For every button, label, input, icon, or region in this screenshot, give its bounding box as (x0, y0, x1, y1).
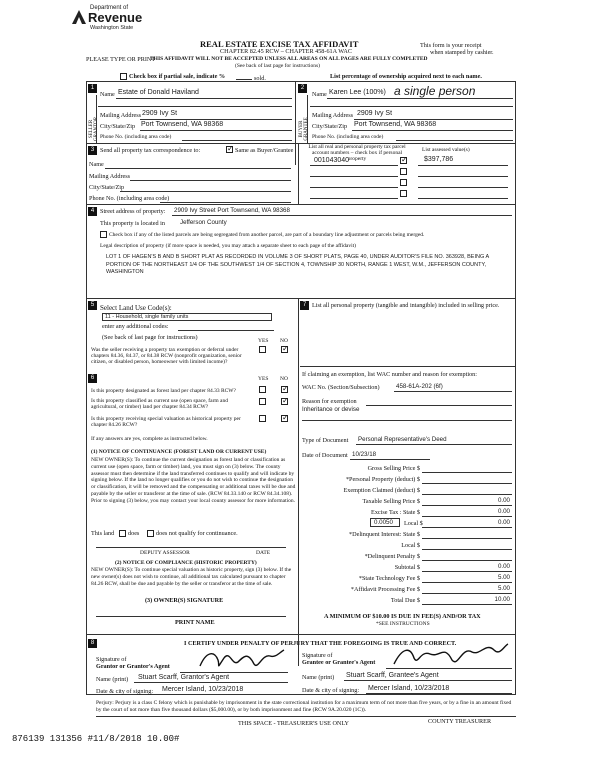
doc-date[interactable]: 10/23/18 (352, 451, 377, 458)
section-5-badge: 5 (88, 301, 97, 310)
taxable-value[interactable]: 0.00 (497, 497, 510, 504)
gross-label: Gross Selling Price $ (367, 465, 420, 472)
seller-mail-label: Mailing Address (100, 112, 142, 119)
same-as-buyer-label: Same as Buyer/Grantee (235, 147, 294, 154)
sec6-q2-no-checkbox[interactable] (281, 398, 288, 405)
local-rate[interactable]: 0.0050 (370, 518, 400, 527)
buyer-mail-label: Mailing Address (312, 112, 354, 119)
reason-label: Reason for exemption (302, 398, 357, 405)
revenue-logo-icon (70, 8, 88, 26)
same-as-buyer-checkbox[interactable] (226, 146, 233, 153)
total-label: Total Due $ (390, 597, 420, 604)
wac-number[interactable]: 458-61A-202 (6f) (396, 383, 443, 390)
sec6-no: NO (280, 376, 288, 382)
additional-codes-label: enter any additional codes: (102, 323, 169, 330)
does-label: does (128, 530, 140, 537)
section-2-badge: 2 (298, 84, 307, 93)
land-does-checkbox[interactable] (119, 530, 126, 537)
see-instructions-note: *SEE INSTRUCTIONS (376, 621, 430, 627)
penalty-label: *Delinquent Penalty $ (364, 553, 420, 560)
grantee-date-label: Date & city of signing: (302, 687, 360, 694)
county-value[interactable]: Jefferson County (180, 219, 227, 226)
affidavit-fee-value[interactable]: 5.00 (497, 585, 510, 592)
buyer-note: a single person (394, 84, 476, 98)
sec5-question: Was the seller receiving a property tax exemption or deferral under chapters 84.36, 84.37, or 84.38 RCW (nonprofit organization, senior citizen, or disabled person, homeowner with limited income)? (91, 347, 242, 365)
land-use-see-back: (See back of last page for instructions) (102, 334, 198, 341)
parcel-2-checkbox[interactable] (400, 168, 407, 175)
owner-signature-label: (3) OWNER(S) SIGNATURE (145, 597, 224, 604)
grantee-print-name[interactable]: Stuart Scarff, Grantee's Agent (346, 672, 439, 679)
sec6-q2: Is this property classified as current use (open space, farm and agricultural, or timber) land per chapter 84.34 RCW? (91, 398, 228, 410)
assessed-value[interactable]: $397,786 (424, 156, 454, 163)
segregated-label: Check box if any of the listed parcels are being segregated from another parcel, are part of a boundary line adjustment or parcels being merged. (109, 232, 425, 238)
exemption-label: If claiming an exemption, list WAC number and reason for exemption: (302, 371, 477, 378)
sec6-q2-yes-checkbox[interactable] (259, 398, 266, 405)
historic-text: NEW OWNER(S): To continue special valuation as historic property, sign (3) below. If the new owner(s) does not wish to continue, all additional tax calculated pursuant to chapter 84.26 RCW, shall be due and payable by the seller or transferor at the time of sale. (91, 567, 292, 587)
buyer-mail[interactable]: 2909 Ivy St (357, 110, 393, 117)
sold-label: sold. (254, 75, 266, 82)
land-use-code[interactable]: 11 - Household, single family units (102, 313, 272, 321)
see-back-note: (See back of last page for instructions) (235, 63, 320, 69)
correspondence-label: Send all property tax correspondence to: (100, 147, 201, 154)
buyer-city-label: City/State/Zip (312, 123, 348, 130)
cashier-stamp: 876139 131356 #11/8/2018 10.00# (12, 734, 180, 744)
local-label: Local $ (404, 520, 423, 527)
section-1-badge: 1 (88, 84, 97, 93)
buyer-side-label: BUYER GRANTEE (299, 117, 309, 141)
legal-label: Legal description of property (if more space is needed, you may attach a separate sheet to each page of the affidavit) (100, 243, 356, 249)
partial-sale-checkbox[interactable] (120, 73, 127, 80)
exemption-reason[interactable]: Inheritance or devise (302, 406, 360, 413)
parcel-1-checkbox[interactable] (400, 157, 407, 164)
minimum-due-note: A MINIMUM OF $10.00 IS DUE IN FEE(S) AND/OR TAX (324, 613, 481, 620)
parcel-4-checkbox[interactable] (400, 190, 407, 197)
certify-statement: I CERTIFY UNDER PENALTY OF PERJURY THAT THE FOREGOING IS TRUE AND CORRECT. (184, 640, 457, 647)
buyer-phone-label: Phone No. (including area code) (312, 134, 384, 140)
delinquent-local-label: Local $ (401, 542, 420, 549)
grantor-date-city[interactable]: Mercer Island, 10/23/2018 (162, 686, 244, 693)
taxable-label: Taxable Selling Price $ (362, 498, 420, 505)
tech-fee-value[interactable]: 5.00 (497, 574, 510, 581)
continuance-title: (1) NOTICE OF CONTINUANCE (FOREST LAND OR CURRENT USE) (91, 449, 267, 455)
deputy-assessor-label: DEPUTY ASSESSOR (140, 550, 190, 556)
segregated-checkbox[interactable] (100, 231, 107, 238)
sec6-q1-yes-checkbox[interactable] (259, 386, 266, 393)
print-name-label: PRINT NAME (175, 619, 215, 626)
excise-state-label: Excise Tax : State $ (371, 509, 420, 516)
section-6-badge: 6 (88, 374, 97, 383)
treasurer-use-label: THIS SPACE - TREASURER'S USE ONLY (238, 720, 350, 727)
receipt-note-2: when stamped by cashier. (430, 49, 494, 56)
sec5-yes: YES (258, 338, 269, 344)
sec3-name-label: Name (89, 161, 104, 168)
buyer-name[interactable]: Karen Lee (100%) (329, 89, 386, 96)
tech-fee-label: *State Technology Fee $ (358, 575, 420, 582)
excise-state-value[interactable]: 0.00 (497, 508, 510, 515)
street-address-label: Street address of property: (100, 208, 166, 215)
sec5-yes-checkbox[interactable] (259, 346, 266, 353)
sec5-no-checkbox[interactable] (281, 346, 288, 353)
sec6-q1-no-checkbox[interactable] (281, 386, 288, 393)
personal-property-label: List all personal property (tangible and intangible) included in selling price. (312, 302, 500, 309)
grantor-agent-label: Grantor or Grantor's Agent (96, 663, 170, 670)
grantee-print-label: Name (print) (302, 674, 335, 681)
type-print-note: PLEASE TYPE OR PRINT (86, 56, 156, 63)
percentage-note: List percentage of ownership acquired next to each name. (330, 73, 482, 80)
grantor-print-name[interactable]: Stuart Scarff, Grantor's Agent (138, 674, 230, 681)
logo-dept: Department of (90, 5, 129, 11)
does-not-label: does not qualify for continuance. (156, 530, 238, 537)
buyer-name-label: Name (312, 91, 327, 98)
form-notice: THIS AFFIDAVIT WILL NOT BE ACCEPTED UNLESS ALL AREAS ON ALL PAGES ARE FULLY COMPLETED (150, 56, 428, 62)
parcel-3-checkbox[interactable] (400, 179, 407, 186)
sec6-q3-no-checkbox[interactable] (281, 415, 288, 422)
logo (70, 4, 150, 44)
subtotal-value[interactable]: 0.00 (497, 563, 510, 570)
receipt-note: This form is your receipt (420, 42, 482, 49)
this-land-label: This land (91, 530, 115, 537)
grantor-signature-icon[interactable] (196, 646, 286, 674)
doc-date-label: Date of Document (302, 452, 348, 459)
buyer-city[interactable]: Port Townsend, WA 98368 (354, 121, 437, 128)
sec6-q3-yes-checkbox[interactable] (259, 415, 266, 422)
continuance-text: NEW OWNER(S): To continue the current designation as forest land or classification as current use (open space, farm or timber) land, you must sign on (3) below. The county assessor must then determine if the land transferred continues to qualify and will indicate by signing below. If the land no longer qualifies or you do not wish to continue the designation or classification, it will be removed and the compensating or additional taxes will be due and payable by the seller or transferor at the time of sale. (RCW 84.33.140 or RCW 84.34.108). Prior to signing (3) below, you may contact your local county assessor for more information. (91, 457, 296, 504)
perjury-note: Perjury: Perjury is a class C felony which is punishable by imprisonment in the state correctional institution for a maximum term of not more than five years, or by a fine in an amount fixed by the court of not more than five thousand dollars ($5,000.00), or by both imprisonment and fine (RCW 9A.20.020 (1C)). (96, 700, 512, 713)
seller-name-label: Name (100, 91, 115, 98)
sec3-mail-label: Mailing Address (89, 173, 131, 180)
sec6-q1: Is this property designated as forest land per chapter 84.33 RCW? (91, 388, 236, 394)
section-4-badge: 4 (88, 207, 97, 216)
seller-name[interactable]: Estate of Donald Haviland (118, 89, 199, 96)
sec6-q3: Is this property receiving special valuation as historical property per chapter 84.26 RCW? (91, 416, 241, 428)
subtotal-label: Subtotal $ (394, 564, 420, 571)
assessed-header: List assessed value(s) (422, 147, 470, 153)
form-title: REAL ESTATE EXCISE TAX AFFIDAVIT (200, 39, 359, 49)
grantee-agent-label: Grantee or Grantee's Agent (302, 659, 376, 666)
deputy-date-label: DATE (256, 550, 271, 556)
logo-state: Washington State (90, 25, 134, 31)
doc-type[interactable]: Personal Representative's Deed (358, 436, 447, 443)
affidavit-fee-label: *Affidavit Processing Fee $ (350, 586, 420, 593)
grantor-print-label: Name (print) (96, 676, 129, 683)
grantee-date-city[interactable]: Mercer Island, 10/23/2018 (368, 685, 450, 692)
county-treasurer-label: COUNTY TREASURER (428, 718, 492, 725)
grantee-sig-label: Signature of (302, 652, 333, 659)
grantor-date-label: Date & city of signing: (96, 688, 154, 695)
parcel-header: List all real and personal property tax parcel account numbers – check box if personal property (308, 144, 406, 162)
seller-city-label: City/State/Zip (100, 123, 136, 130)
legal-description[interactable]: LOT 1 OF HAGEN'S B AND B SHORT PLAT AS RECORDED IN VOLUME 3 OF SHORT PLATS, PAGE 40, UNDER AUDITOR'S FILE NO. 363928, BEING A PORTION OF THE NORTHEAST 1/4 OF THE SOUTHWEST 1/4 OF SECTION 4, TOWNSHIP 30 NORTH, RANGE 1 WEST, W.M., JEFFERSON COUNTY, WASHINGTON (106, 254, 489, 275)
section-7-badge: 7 (300, 301, 309, 310)
land-use-label: Select Land Use Code(s): (100, 304, 172, 312)
wac-label: WAC No. (Section/Subsection) (302, 384, 380, 391)
section-3-badge: 3 (88, 146, 97, 155)
seller-phone-label: Phone No. (including area code) (100, 134, 172, 140)
seller-city[interactable]: Port Townsend, WA 98368 (141, 121, 224, 128)
form-chapter: CHAPTER 82.45 RCW – CHAPTER 458-61A WAC (220, 48, 352, 55)
section-8-badge: 8 (88, 639, 97, 648)
land-does-not-checkbox[interactable] (147, 530, 154, 537)
street-address[interactable]: 2909 Ivy Street Port Townsend, WA 98368 (174, 207, 290, 214)
historic-title: (2) NOTICE OF COMPLIANCE (HISTORIC PROPERTY) (115, 560, 257, 566)
sec3-phone-label: Phone No. (including area code) (89, 195, 170, 202)
grantor-sig-label: Signature of (96, 656, 127, 663)
local-value[interactable]: 0.00 (497, 519, 510, 526)
exempt-deduct-label: Exemption Claimed (deduct) $ (343, 487, 420, 494)
sec6-yes: YES (258, 376, 269, 382)
sec6-if-yes: If any answers are yes, complete as instructed below. (91, 436, 208, 442)
logo-revenue: Revenue (88, 10, 143, 25)
located-label: This property is located in (100, 220, 165, 227)
doc-type-label: Type of Document (302, 437, 349, 444)
personal-deduct-label: *Personal Property (deduct) $ (345, 476, 420, 483)
sec5-no: NO (280, 338, 288, 344)
seller-mail[interactable]: 2909 Ivy St (142, 110, 178, 117)
seller-side-label: SELLER GRANTOR (89, 116, 99, 142)
total-value[interactable]: 10.00 (494, 596, 510, 603)
partial-sale-label: Check box if partial sale, indicate % (129, 73, 226, 80)
sec3-city-label: City/State/Zip (89, 184, 125, 191)
delinquent-state-label: *Delinquent Interest: State $ (349, 531, 420, 538)
parcel-number[interactable]: 001043040 (314, 157, 350, 164)
